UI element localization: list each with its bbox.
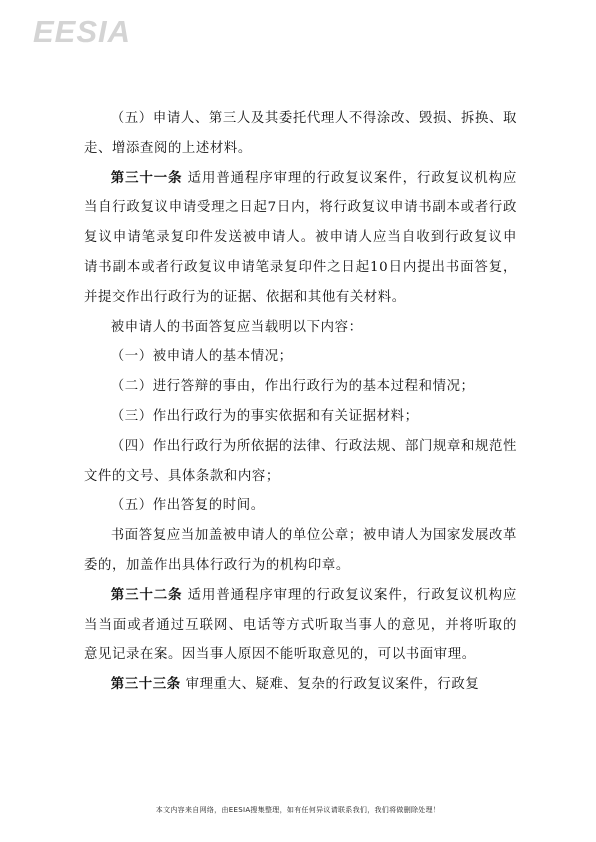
paragraph-text: （三）作出行政行为的事实依据和有关证据材料； [110, 408, 419, 424]
paragraph-text: 适用普通程序审理的行政复议案件，行政复议机构应当自行政复议申请受理之日起7日内，将行政复议申请书副本或者行政复议申请笔录复印件发送被申请人。被申请人应当自收到行政复议申请书副本或者行政复议申请笔录复印件之日起10日内提出书面答复，并提交作出行政行为的证据、依据和其他有关材料。 [84, 170, 518, 305]
paragraph-5 [84, 372, 517, 402]
paragraph-8 [84, 491, 517, 521]
article-number: 第三十一条 [110, 170, 183, 186]
paragraph-10 [84, 581, 517, 670]
paragraph-7 [84, 432, 517, 492]
paragraph-9 [84, 521, 517, 581]
paragraph-4 [84, 342, 517, 372]
paragraph-text: 审理重大、疑难、复杂的行政复议案件，行政复 [180, 677, 480, 693]
document-body [84, 104, 517, 700]
article-number: 第三十三条 [110, 677, 181, 693]
paragraph-3 [84, 313, 517, 343]
eesia-logo [33, 12, 153, 52]
logo-text: EESIA [33, 14, 132, 49]
paragraph-1 [84, 104, 517, 164]
paragraph-text: （四）作出行政行为所依据的法律、行政法规、部门规章和规范性文件的文号、具体条款和内容； [84, 438, 517, 484]
paragraph-2 [84, 164, 517, 313]
paragraph-11 [84, 670, 517, 700]
paragraph-text: 适用普通程序审理的行政复议案件，行政复议机构应当当面或者通过互联网、电话等方式听取当事人的意见，并将听取的意见记录在案。因当事人原因不能听取意见的，可以书面审理。 [84, 587, 518, 663]
paragraph-text: （一）被申请人的基本情况； [110, 349, 293, 365]
paragraph-6 [84, 402, 517, 432]
paragraph-text: 被申请人的书面答复应当载明以下内容： [110, 319, 363, 335]
article-number: 第三十二条 [110, 587, 183, 603]
paragraph-text: （五）作出答复的时间。 [110, 498, 265, 514]
paragraph-text: （五）申请人、第三人及其委托代理人不得涂改、毁损、拆换、取走、增添查阅的上述材料。 [84, 111, 517, 156]
paragraph-text: （二）进行答辩的事由，作出行政行为的基本过程和情况； [110, 379, 475, 395]
page-footer: 本文内容来自网络，由EESIA搜集整理，如有任何异议请联系我们，我们将做删除处理！ [155, 806, 441, 814]
paragraph-text: 书面答复应当加盖被申请人的单位公章；被申请人为国家发展改革委的，加盖作出具体行政行为的机构印章。 [84, 528, 517, 573]
